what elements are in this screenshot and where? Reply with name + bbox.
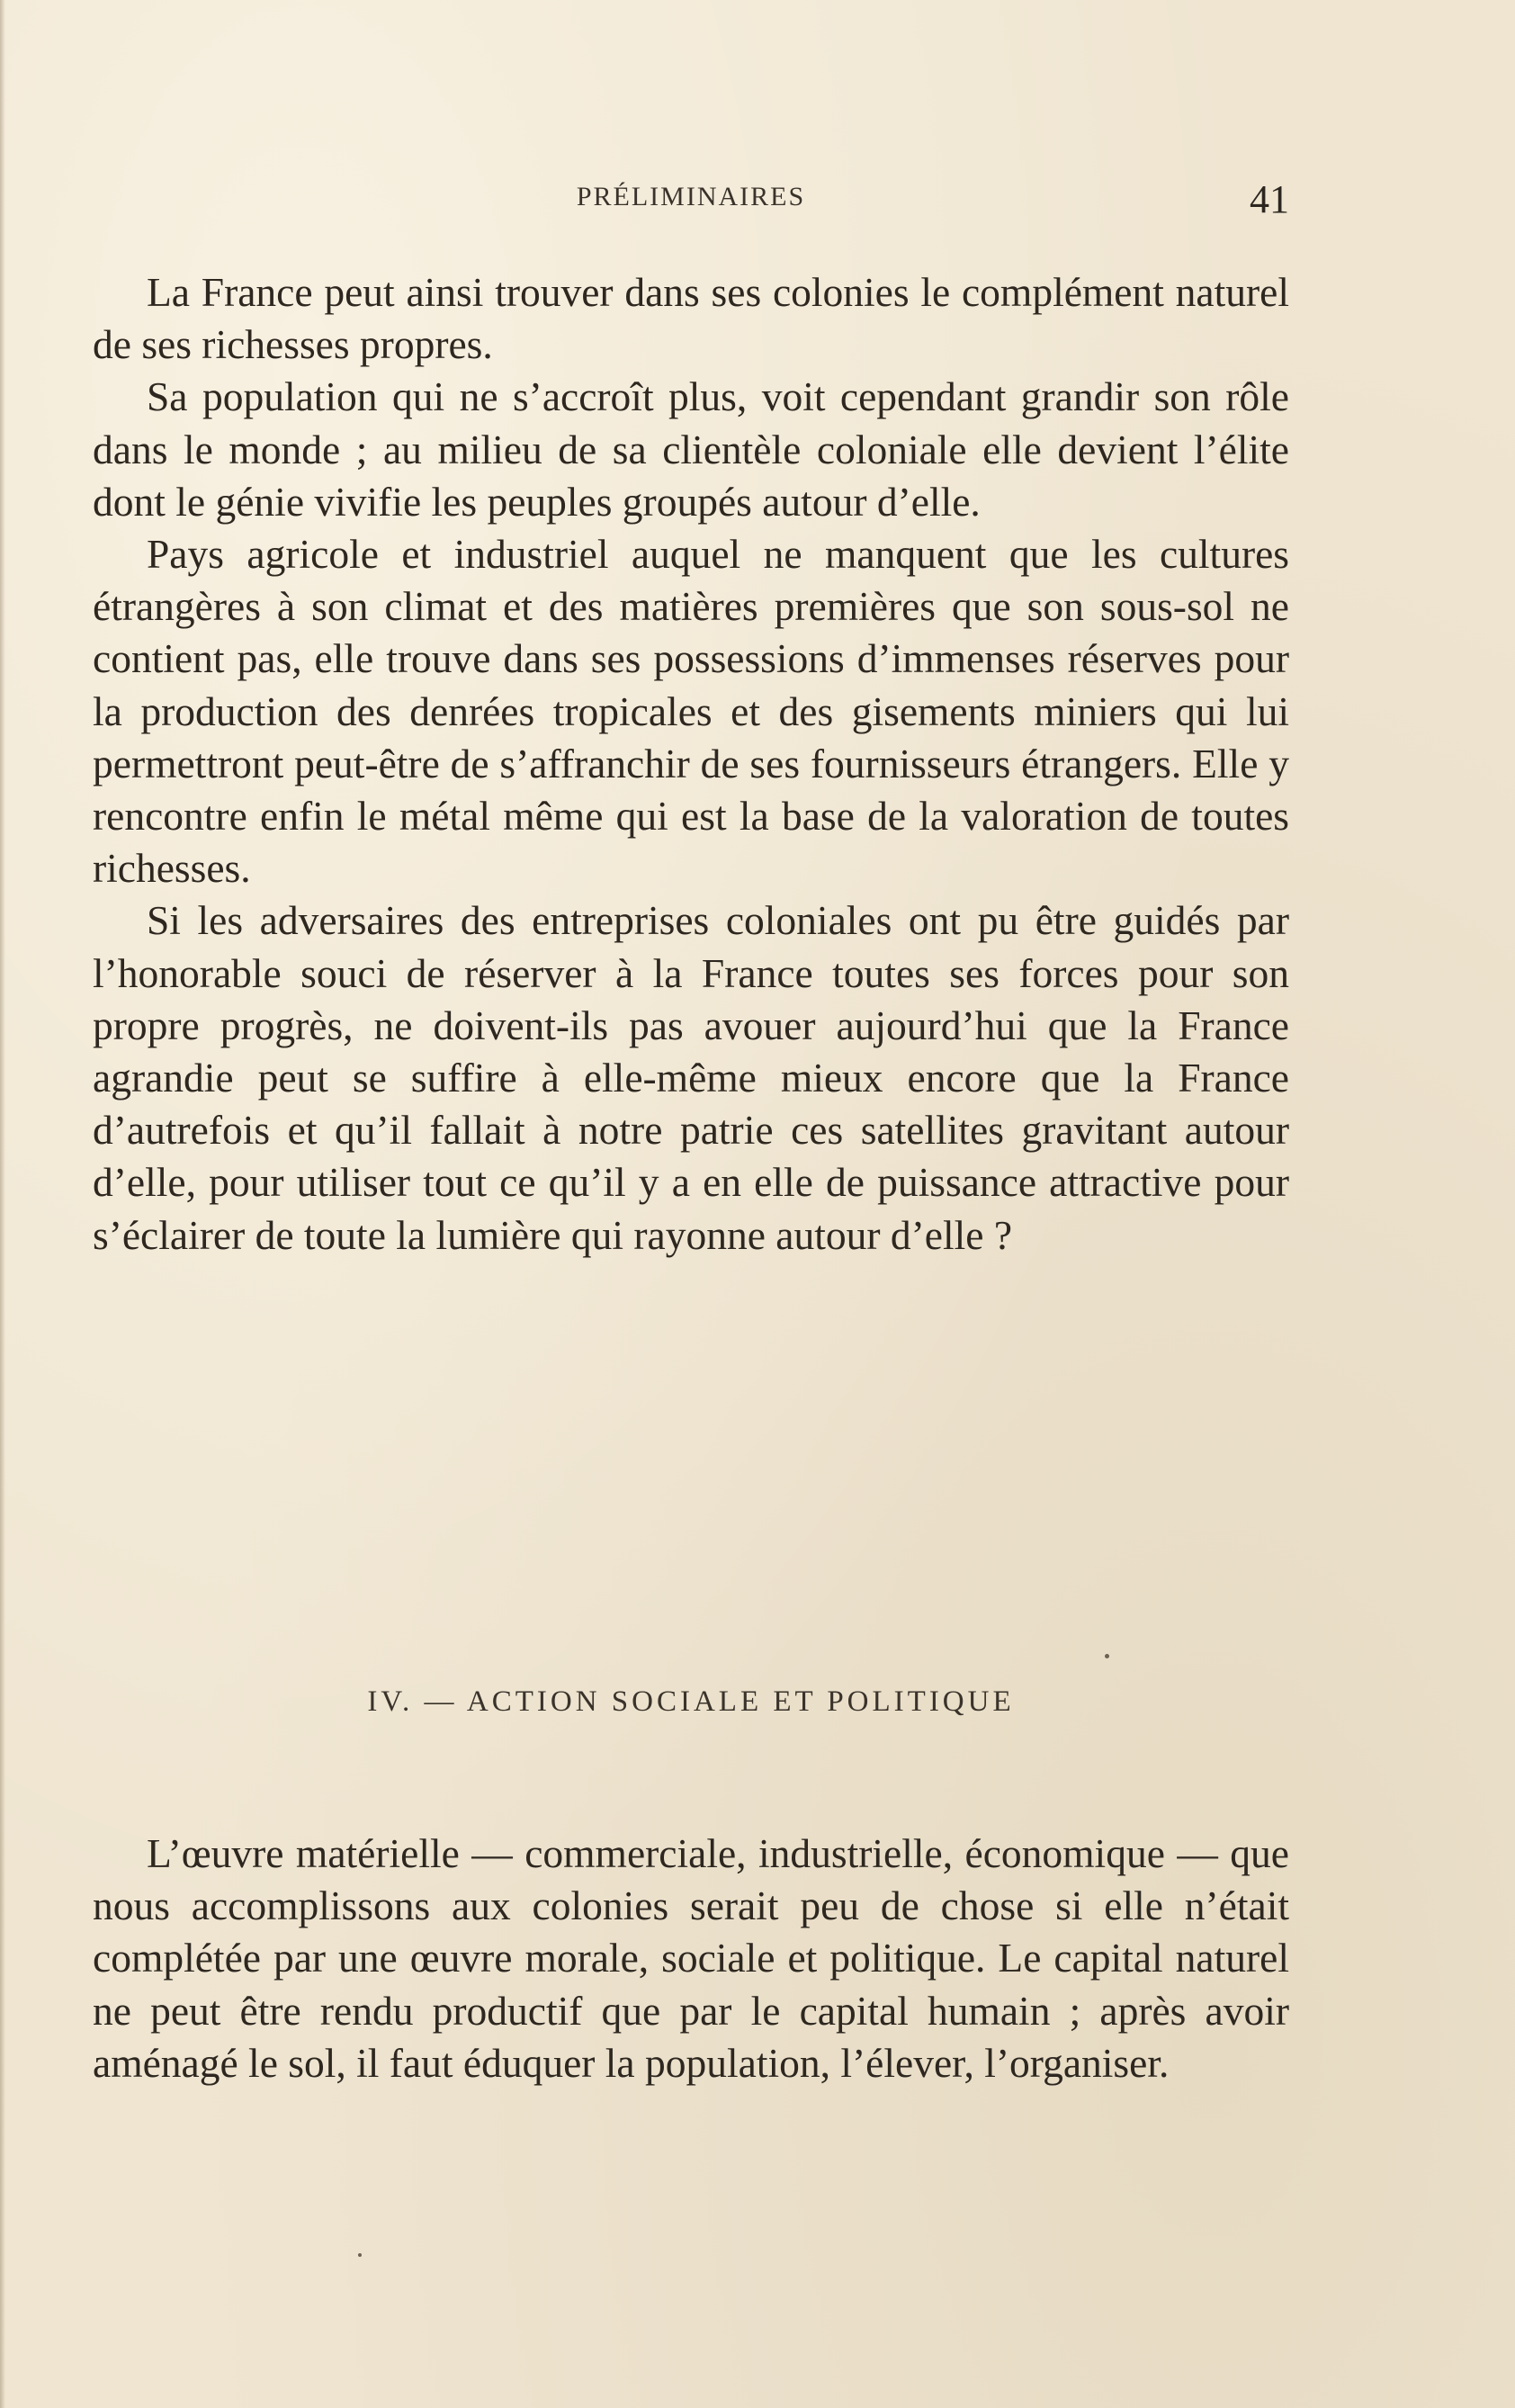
paragraph: Pays agricole et industriel auquel ne manquent que les cultures étrangères à son climat et des matières premières que son sous-sol ne contient pas, elle trouve dans ses possessions d’immenses réserves pour la production des denrées tropicales et des gisements miniers qui lui permettront peut-être de s’affranchir de ses fournisseurs étrangers. Elle y rencontre enfin le métal même qui est la base de la valoration de toutes richesses. (93, 531, 1289, 892)
section-heading: IV. — ACTION SOCIALE ET POLITIQUE (367, 1685, 1015, 1718)
running-head (93, 176, 1289, 223)
page-number: 41 (1250, 177, 1289, 221)
running-title: PRÉLIMINAIRES (576, 182, 806, 211)
paragraph: Si les adversaires des entreprises coloniales ont pu être guidés par l’honorable souci de réserver à la France toutes ses forces pour son propre progrès, ne doivent-ils pas avouer aujourd’hui que la France agrandie peut se suffire à elle-même mieux encore que la France d’autrefois et qu’il fallait à notre patrie ces satellites gravitant autour d’elle, pour utiliser tout ce qu’il y a en elle de puissance attractive pour s’éclairer de toute la lumière qui rayonne autour d’elle ? (93, 897, 1289, 1258)
body-text-top (93, 266, 1289, 1262)
body-text-bottom (93, 1828, 1289, 2089)
paragraph: Sa population qui ne s’accroît plus, voit cependant grandir son rôle dans le monde ; au milieu de sa clientèle coloniale elle devient l’élite dont le génie vivifie les peuples groupés autour d’elle. (93, 373, 1289, 525)
paragraph: L’œuvre matérielle — commerciale, industrielle, économique — que nous accomplissons aux colonies serait peu de chose si elle n’était complétée par une œuvre morale, sociale et politique. Le capital naturel ne peut être rendu productif que par le capital humain ; après avoir aménagé le sol, il faut éduquer la population, l’élever, l’organiser. (93, 1830, 1289, 2086)
page-binding-edge (0, 0, 5, 2408)
paragraph: La France peut ainsi trouver dans ses colonies le complément naturel de ses richesses propres. (93, 269, 1289, 368)
paper-speck (1105, 1654, 1109, 1658)
paper-speck (358, 2253, 362, 2257)
